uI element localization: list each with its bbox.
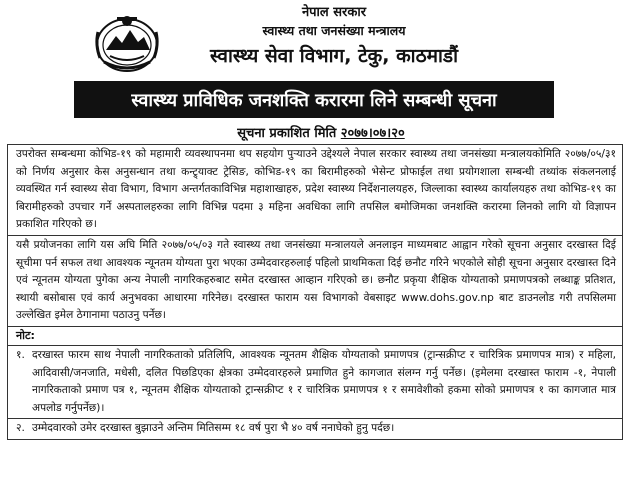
note-number: १. [16, 348, 25, 361]
paragraph-2: यसै प्रयोजनका लागि यस अघि मिति २०७७/०५/०३ गते स्वास्थ्य तथा जनसंख्या मन्त्रालयले अनलाइन माध्यमबाट आह्वान गरेको सूचना अनुसार दरखास्त दिई सूचीमा पर्न सफल तथा आवश्यक न्यूनतम योग्यता पुरा भएका उम्मेदवारहरुलाई पहिलो प्राथमिकता दिई छनौट गरिने भएकोले सोही सूचना अनुसार दरखास्त दिने एवं न्यूनतम योग्यता पुगेका अन्य नेपाली नागरिकहरुबाट समेत दरखास्त आव्हान गरिएको छ। छनौट प्रकृया शैक्षिक योग्यताको प्रमाणपत्रको लब्धाङ्क प्रतिशत, स्थायी बसोबास एवं कार्य अनुभवका आधारमा गरिनेछ। दरखास्त फाराम यस विभागको वेबसाइट www.dohs.gov.np बाट डाउनलोड गरी तपसिलमा उल्लेखित इमेल ठेगानामा पठाउनु पर्नेछ। [8, 236, 622, 327]
department-name: स्वास्थ्य सेवा विभाग, टेकु, काठमाडौं [209, 45, 458, 67]
note-item [8, 346, 622, 419]
note-text: उम्मेदवारको उमेर दरखास्त बुझाउने अन्तिम मितिसम्म १८ वर्ष पुरा भै ४० वर्ष ननाघेको हुनु पर्दछ। [32, 422, 395, 435]
ministry-name: स्वास्थ्य तथा जनसंख्या मन्त्रालय [262, 23, 406, 38]
notice-body [7, 144, 623, 440]
note-text: दरखास्त फारम साथ नेपाली नागरिकताको प्रतिलिपि, आवश्यक न्यूनतम शैक्षिक योग्यताको प्रमाणपत्र (ट्रान्सक्रीप्ट र चारित्रिक प्रमाणपत्र मात्र) र महिला, आदिवासी/जनजाति, मधेसी, दलित पिछडिएका क्षेत्रका उम्मेदवारहरुले प्रमाणित हुने कागजात संलग्न गर्नु पर्नेछ। (इमेलमा दरखास्त फाराम -१, नेपाली नागरिकताको प्रमाण पत्र १, न्यूनतम शैक्षिक योग्यताको ट्रान्सक्रीप्ट १ र चारित्रिक प्रमाणपत्र १ र समावेशीको हकमा सोको प्रमाणपत्र १ का कागजात मात्र अपलोड गर्नुपर्नेछ)। [32, 348, 616, 414]
publish-date-label: सूचना प्रकाशित मिति [237, 126, 337, 141]
note-item [8, 419, 622, 440]
notice-title: स्वास्थ्य प्राविधिक जनशक्ति करारमा लिने सम्बन्धी सूचना [131, 89, 497, 111]
note-label: नोट: [8, 327, 622, 346]
publish-date-line [0, 123, 628, 141]
notice-title-banner [74, 81, 554, 118]
paragraph-1: उपरोक्त सम्बन्धमा कोभिड-१९ को महामारी व्यवस्थापनमा थप सहयोग पुऱ्याउने उद्देश्यले नेपाल सरकार स्वास्थ्य तथा जनसंख्या मन्त्रालयकोमिति २०७७/०५/३१ को निर्णय अनुसार केस अनुसन्धान तथा कन्ट्र्याक्ट ट्रेसिङ, कोभिड-१९ का बिरामीहरुको भेसेन्ट प्रोफाईल तथा प्रयोगशाला सम्बन्धी तथ्यांक संकलनलाई व्यवस्थित गर्न स्वास्थ्य सेवा विभाग, विभाग अन्तर्गतकाविभिन्न महाशाखाहरु, प्रदेश स्वास्थ्य निर्देशनालयहरु, जिल्लाका स्वास्थ्य कार्यालयहरु तथा कोभिड-१९ का बिरामीहरुको उपचार गर्ने अस्पतालहरुका लागि विभिन्न पदमा ३ महिना अवधिका लागि तपसिल बमोजिमका जनशक्ति करारमा लिनको लागि यो विज्ञापन प्रकाशित गरिएको छ। [8, 145, 622, 236]
government-name: नेपाल सरकार [301, 5, 367, 20]
publish-date-value: २०७७।०७।२० [340, 126, 405, 141]
note-number: २. [16, 422, 25, 435]
